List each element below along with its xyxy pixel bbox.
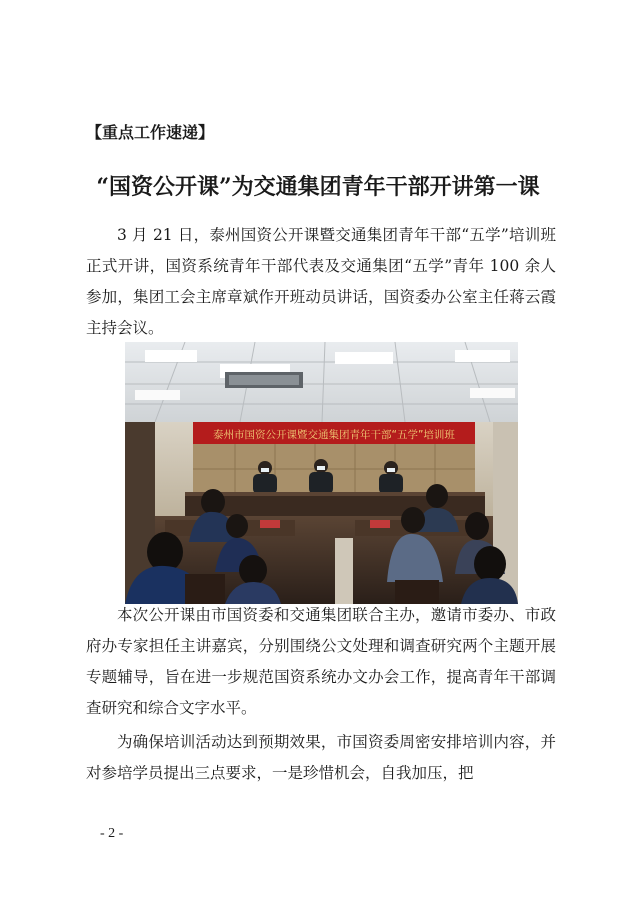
paragraph-1: 3 月 21 日，泰州国资公开课暨交通集团青年干部“五学”培训班正式开讲，国资系统青年干部代表及交通集团“五学”青年 100 余人参加，集团工会主席章斌作开班动员讲话，国资委办公室主任蒋云霞主持会议。 [86,226,556,337]
meeting-photo [125,342,518,604]
section-tag: 【重点工作速递】 [86,123,215,142]
article-title: “国资公开课”为交通集团青年干部开讲第一课 [96,174,540,200]
page-number: - 2 - [100,826,124,841]
paragraph-3: 为确保培训活动达到预期效果，市国资委周密安排培训内容，并对参培学员提出三点要求，一是珍惜机会，自我加压，把 [86,733,556,782]
paragraph-2: 本次公开课由市国资委和交通集团联合主办，邀请市委办、市政府办专家担任主讲嘉宾，分别围绕公文处理和调查研究两个主题开展专题辅导，旨在进一步规范国资系统办文办会工作，提高青年干部调查研究和综合文字水平。 [86,606,556,717]
banner-text: 泰州市国资公开课暨交通集团青年干部“五学”培训班 [213,429,455,441]
